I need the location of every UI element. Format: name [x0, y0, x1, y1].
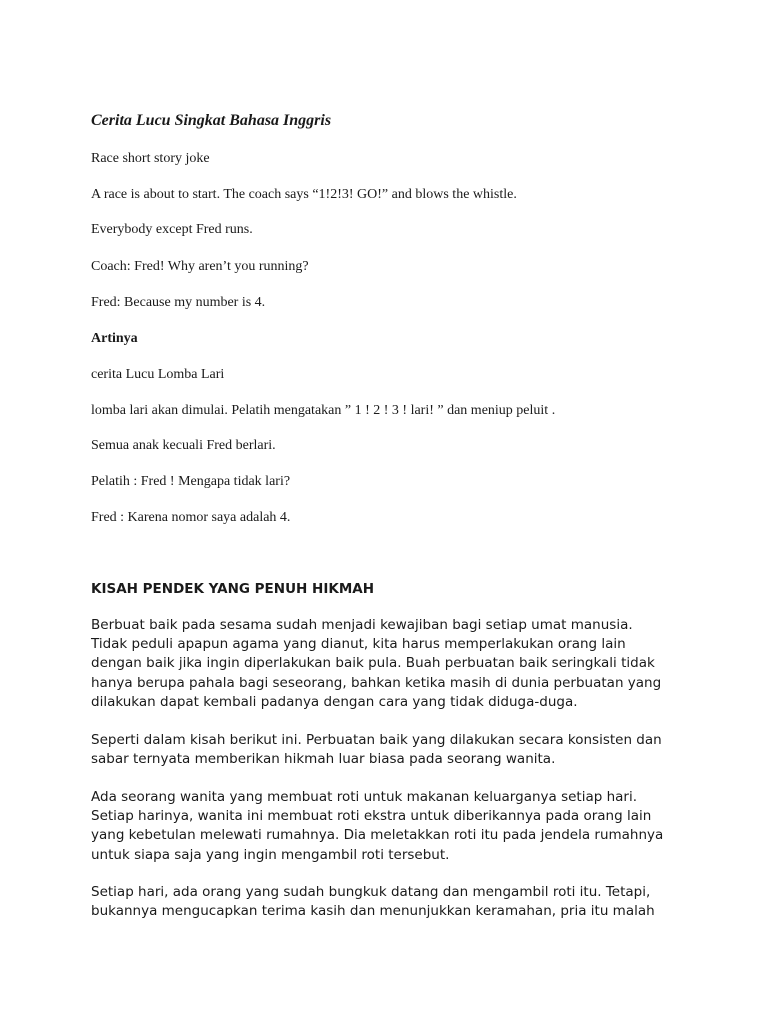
paragraph-line: bukannya mengucapkan terima kasih dan menunjukkan keramahan, pria itu malah	[91, 903, 655, 920]
body-paragraph	[91, 616, 691, 712]
body-paragraph	[91, 788, 691, 865]
translation-line: Semua anak kecuali Fred berlari.	[91, 438, 276, 453]
paragraph-line: sabar ternyata memberikan hikmah luar biasa pada seorang wanita.	[91, 751, 556, 768]
story-line: Fred: Because my number is 4.	[91, 295, 266, 310]
paragraph-line: hanya berupa pahala bagi seseorang, bahkan ketika masih di dunia perbuatan yang	[91, 674, 662, 691]
paragraph-line: Berbuat baik pada sesama sudah menjadi kewajiban bagi setiap umat manusia.	[91, 617, 633, 633]
translation-line: Fred : Karena nomor saya adalah 4.	[91, 510, 291, 525]
document-title: Cerita Lucu Singkat Bahasa Inggris	[91, 112, 332, 129]
paragraph-line: dilakukan dapat kembali padanya dengan cara yang tidak diduga-duga.	[91, 693, 578, 710]
body-paragraph	[91, 883, 691, 921]
paragraph-line: dengan baik jika ingin diperlakukan baik pula. Buah perbuatan baik seringkali tidak	[91, 655, 655, 672]
paragraph-line: Tidak peduli apapun agama yang dianut, kita harus memperlakukan orang lain	[91, 636, 626, 653]
paragraph-line: yang kebetulan melewati rumahnya. Dia meletakkan roti itu pada jendela rumahnya	[91, 827, 664, 844]
translation-line: lomba lari akan dimulai. Pelatih mengatakan ” 1 ! 2 ! 3 ! lari! ” dan meniup peluit .	[91, 403, 556, 418]
paragraph-line: Setiap hari, ada orang yang sudah bungkuk datang dan mengambil roti itu. Tetapi,	[91, 884, 651, 900]
section-heading: KISAH PENDEK YANG PENUH HIKMAH	[91, 581, 375, 597]
paragraph-line: Ada seorang wanita yang membuat roti untuk makanan keluarganya setiap hari.	[91, 789, 638, 805]
story-line: Race short story joke	[91, 151, 210, 166]
story-line: Coach: Fred! Why aren’t you running?	[91, 259, 309, 274]
paragraph-line: untuk siapa saja yang ingin mengambil roti tersebut.	[91, 846, 450, 863]
story-line: Everybody except Fred runs.	[91, 222, 253, 237]
translation-heading: Artinya	[91, 331, 138, 346]
body-paragraph	[91, 731, 691, 769]
translation-line: Pelatih : Fred ! Mengapa tidak lari?	[91, 474, 291, 489]
translation-line: cerita Lucu Lomba Lari	[91, 367, 225, 382]
story-line: A race is about to start. The coach says “1!2!3! GO!” and blows the whistle.	[91, 187, 517, 202]
paragraph-line: Seperti dalam kisah berikut ini. Perbuatan baik yang dilakukan secara konsisten dan	[91, 732, 662, 748]
paragraph-line: Setiap harinya, wanita ini membuat roti ekstra untuk diberikannya pada orang lain	[91, 808, 652, 825]
